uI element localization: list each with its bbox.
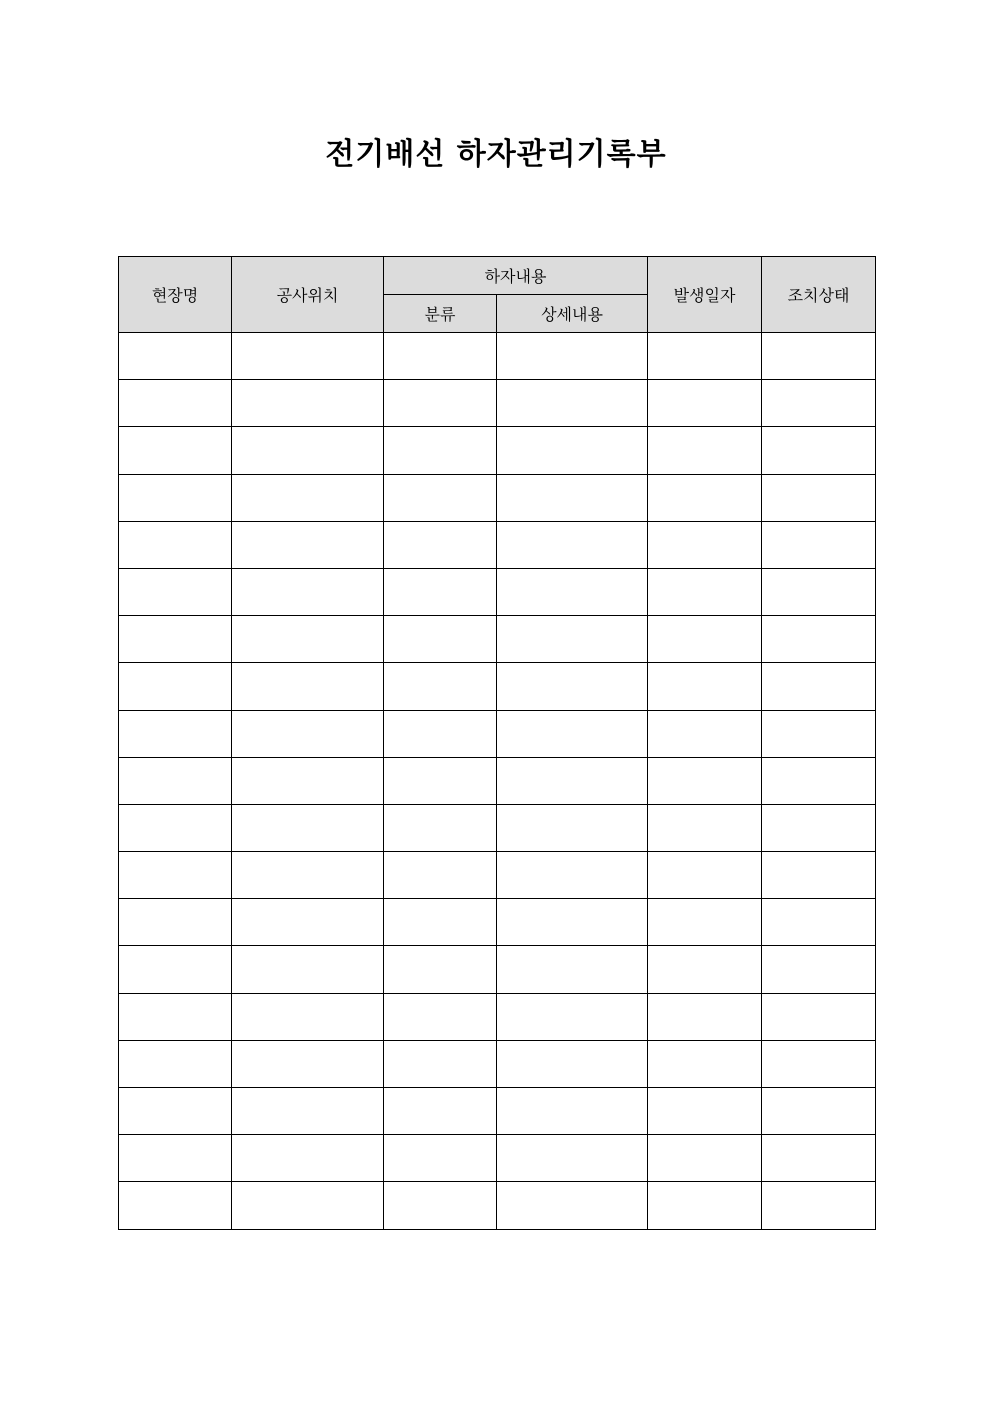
action-status-cell[interactable] — [762, 1088, 876, 1135]
occurrence-date-cell[interactable] — [648, 616, 762, 663]
occurrence-date-cell[interactable] — [648, 804, 762, 851]
details-cell[interactable] — [497, 993, 648, 1040]
occurrence-date-cell[interactable] — [648, 899, 762, 946]
table-row — [119, 380, 876, 427]
site-name-cell[interactable] — [119, 852, 232, 899]
category-cell[interactable] — [384, 521, 497, 568]
work-location-cell[interactable] — [232, 474, 384, 521]
defect-log-table — [118, 256, 876, 1230]
action-status-cell[interactable] — [762, 1182, 876, 1229]
site-name-cell[interactable] — [119, 427, 232, 474]
table-row — [119, 1040, 876, 1087]
action-status-cell[interactable] — [762, 757, 876, 804]
table-row — [119, 333, 876, 380]
site-name-cell[interactable] — [119, 616, 232, 663]
details-cell[interactable] — [497, 521, 648, 568]
site-name-cell[interactable] — [119, 663, 232, 710]
occurrence-date-cell[interactable] — [648, 568, 762, 615]
category-cell[interactable] — [384, 1088, 497, 1135]
action-status-cell[interactable] — [762, 616, 876, 663]
table-row — [119, 1135, 876, 1182]
header-category: 분류 — [384, 295, 497, 333]
site-name-cell[interactable] — [119, 1040, 232, 1087]
action-status-cell[interactable] — [762, 568, 876, 615]
site-name-cell[interactable] — [119, 1182, 232, 1229]
work-location-cell[interactable] — [232, 1182, 384, 1229]
site-name-cell[interactable] — [119, 757, 232, 804]
category-cell[interactable] — [384, 757, 497, 804]
action-status-cell[interactable] — [762, 1040, 876, 1087]
occurrence-date-cell[interactable] — [648, 427, 762, 474]
table-row — [119, 427, 876, 474]
site-name-cell[interactable] — [119, 333, 232, 380]
details-cell[interactable] — [497, 1040, 648, 1087]
header-work-location: 공사위치 — [232, 257, 384, 333]
action-status-cell[interactable] — [762, 993, 876, 1040]
table-row — [119, 946, 876, 993]
site-name-cell[interactable] — [119, 993, 232, 1040]
site-name-cell[interactable] — [119, 380, 232, 427]
table-row — [119, 474, 876, 521]
occurrence-date-cell[interactable] — [648, 333, 762, 380]
occurrence-date-cell[interactable] — [648, 663, 762, 710]
category-cell[interactable] — [384, 993, 497, 1040]
category-cell[interactable] — [384, 899, 497, 946]
action-status-cell[interactable] — [762, 899, 876, 946]
details-cell[interactable] — [497, 474, 648, 521]
action-status-cell[interactable] — [762, 333, 876, 380]
site-name-cell[interactable] — [119, 899, 232, 946]
category-cell[interactable] — [384, 1135, 497, 1182]
table-row — [119, 568, 876, 615]
action-status-cell[interactable] — [762, 852, 876, 899]
header-site-name: 현장명 — [119, 257, 232, 333]
action-status-cell[interactable] — [762, 804, 876, 851]
work-location-cell[interactable] — [232, 616, 384, 663]
table-row — [119, 521, 876, 568]
table-row — [119, 757, 876, 804]
details-cell[interactable] — [497, 757, 648, 804]
details-cell[interactable] — [497, 616, 648, 663]
category-cell[interactable] — [384, 852, 497, 899]
occurrence-date-cell[interactable] — [648, 852, 762, 899]
work-location-cell[interactable] — [232, 1040, 384, 1087]
details-cell[interactable] — [497, 663, 648, 710]
occurrence-date-cell[interactable] — [648, 1135, 762, 1182]
category-cell[interactable] — [384, 568, 497, 615]
category-cell[interactable] — [384, 1040, 497, 1087]
work-location-cell[interactable] — [232, 427, 384, 474]
occurrence-date-cell[interactable] — [648, 757, 762, 804]
details-cell[interactable] — [497, 333, 648, 380]
action-status-cell[interactable] — [762, 521, 876, 568]
details-cell[interactable] — [497, 380, 648, 427]
details-cell[interactable] — [497, 427, 648, 474]
table-row — [119, 1088, 876, 1135]
table-row — [119, 616, 876, 663]
category-cell[interactable] — [384, 380, 497, 427]
action-status-cell[interactable] — [762, 427, 876, 474]
header-defect-content: 하자내용 — [384, 257, 648, 295]
table-row — [119, 899, 876, 946]
action-status-cell[interactable] — [762, 380, 876, 427]
occurrence-date-cell[interactable] — [648, 521, 762, 568]
table-row — [119, 852, 876, 899]
site-name-cell[interactable] — [119, 568, 232, 615]
work-location-cell[interactable] — [232, 710, 384, 757]
work-location-cell[interactable] — [232, 852, 384, 899]
site-name-cell[interactable] — [119, 474, 232, 521]
table-header — [119, 257, 876, 333]
occurrence-date-cell[interactable] — [648, 474, 762, 521]
details-cell[interactable] — [497, 1088, 648, 1135]
table-row — [119, 1182, 876, 1229]
site-name-cell[interactable] — [119, 1088, 232, 1135]
occurrence-date-cell[interactable] — [648, 993, 762, 1040]
table-row — [119, 710, 876, 757]
action-status-cell[interactable] — [762, 710, 876, 757]
work-location-cell[interactable] — [232, 899, 384, 946]
occurrence-date-cell[interactable] — [648, 1182, 762, 1229]
category-cell[interactable] — [384, 946, 497, 993]
work-location-cell[interactable] — [232, 946, 384, 993]
details-cell[interactable] — [497, 568, 648, 615]
work-location-cell[interactable] — [232, 993, 384, 1040]
header-details: 상세내용 — [497, 295, 648, 333]
category-cell[interactable] — [384, 804, 497, 851]
action-status-cell[interactable] — [762, 663, 876, 710]
details-cell[interactable] — [497, 946, 648, 993]
action-status-cell[interactable] — [762, 1135, 876, 1182]
category-cell[interactable] — [384, 710, 497, 757]
details-cell[interactable] — [497, 899, 648, 946]
work-location-cell[interactable] — [232, 568, 384, 615]
work-location-cell[interactable] — [232, 663, 384, 710]
occurrence-date-cell[interactable] — [648, 380, 762, 427]
action-status-cell[interactable] — [762, 474, 876, 521]
category-cell[interactable] — [384, 663, 497, 710]
details-cell[interactable] — [497, 804, 648, 851]
category-cell[interactable] — [384, 616, 497, 663]
table-row — [119, 804, 876, 851]
header-occurrence-date: 발생일자 — [648, 257, 762, 333]
details-cell[interactable] — [497, 1182, 648, 1229]
work-location-cell[interactable] — [232, 521, 384, 568]
site-name-cell[interactable] — [119, 946, 232, 993]
category-cell[interactable] — [384, 1182, 497, 1229]
category-cell[interactable] — [384, 427, 497, 474]
action-status-cell[interactable] — [762, 946, 876, 993]
category-cell[interactable] — [384, 474, 497, 521]
site-name-cell[interactable] — [119, 1135, 232, 1182]
table-row — [119, 993, 876, 1040]
work-location-cell[interactable] — [232, 380, 384, 427]
work-location-cell[interactable] — [232, 1088, 384, 1135]
work-location-cell[interactable] — [232, 804, 384, 851]
details-cell[interactable] — [497, 852, 648, 899]
occurrence-date-cell[interactable] — [648, 1040, 762, 1087]
occurrence-date-cell[interactable] — [648, 710, 762, 757]
page-title: 전기배선 하자관리기록부 — [325, 137, 667, 172]
work-location-cell[interactable] — [232, 757, 384, 804]
details-cell[interactable] — [497, 1135, 648, 1182]
header-action-status: 조치상태 — [762, 257, 876, 333]
category-cell[interactable] — [384, 333, 497, 380]
table-row — [119, 663, 876, 710]
occurrence-date-cell[interactable] — [648, 946, 762, 993]
occurrence-date-cell[interactable] — [648, 1088, 762, 1135]
site-name-cell[interactable] — [119, 710, 232, 757]
site-name-cell[interactable] — [119, 521, 232, 568]
details-cell[interactable] — [497, 710, 648, 757]
work-location-cell[interactable] — [232, 333, 384, 380]
work-location-cell[interactable] — [232, 1135, 384, 1182]
table-body — [119, 333, 876, 1230]
site-name-cell[interactable] — [119, 804, 232, 851]
